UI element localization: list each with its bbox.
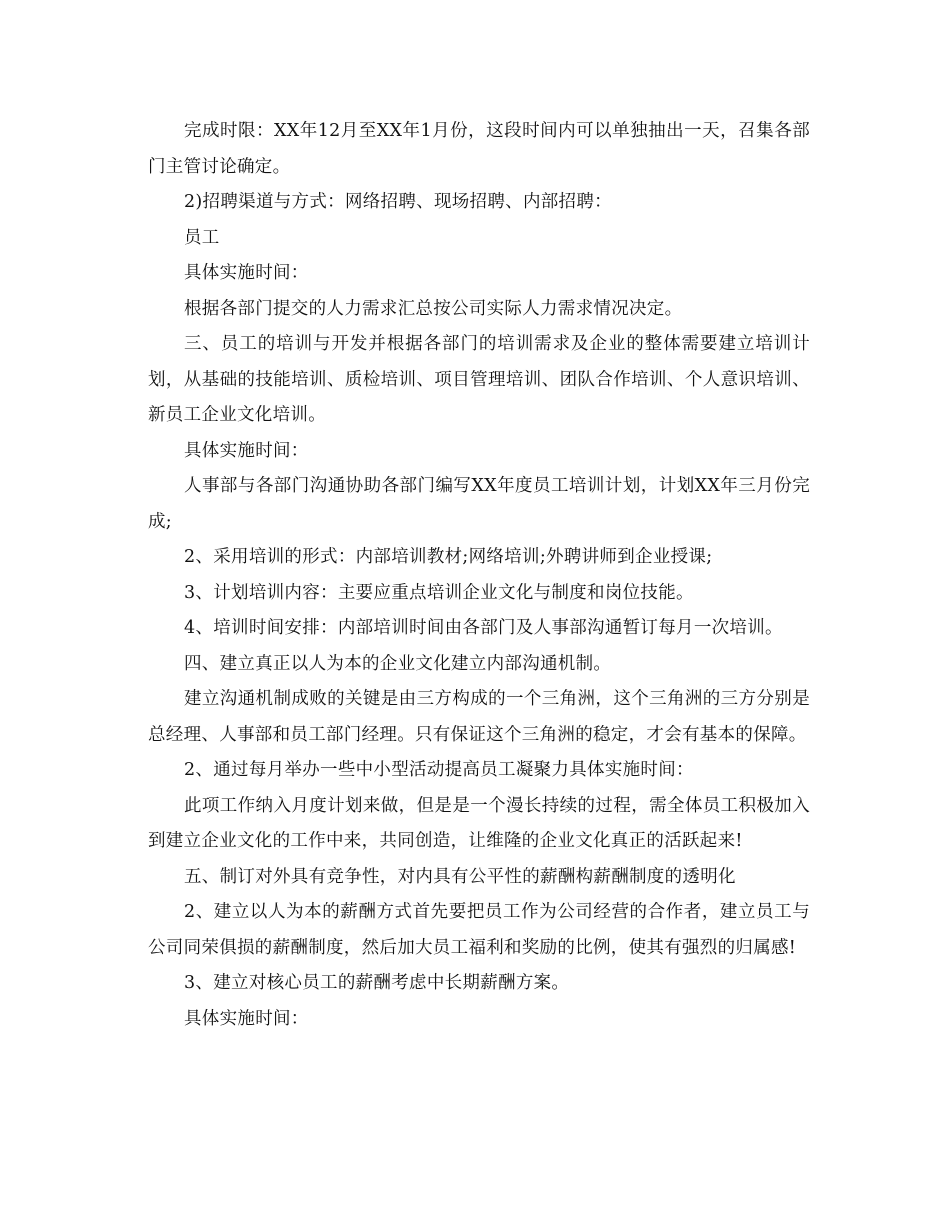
paragraph-training-content: 3、计划培训内容：主要应重点培训企业文化与制度和岗位技能。: [184, 582, 694, 603]
paragraph-training-plan: 人事部与各部门沟通协助各部门编写XX年度员工培训计划，计划XX年三月份完成;: [148, 476, 810, 532]
paragraph-communication-triangle: 建立沟通机制成败的关键是由三方构成的一个三角洲，这个三角洲的三方分别是总经理、人事部和员工部门经理。只有保证这个三角洲的稳定，才会有基本的保障。: [148, 689, 810, 745]
paragraph-corporate-culture: 此项工作纳入月度计划来做，但是是一个漫长持续的过程，需全体员工积极加入到建立企业文化的工作中来，共同创造，让维隆的企业文化真正的活跃起来!: [148, 795, 810, 851]
paragraph-staffing-decision: 根据各部门提交的人力需求汇总按公司实际人力需求情况决定。: [184, 298, 683, 319]
paragraph-training-format: 2、采用培训的形式：内部培训教材;网络培训;外聘讲师到企业授课;: [184, 547, 713, 567]
paragraph-recruitment-channels: 2)招聘渠道与方式：网络招聘、现场招聘、内部招聘：: [184, 192, 612, 212]
paragraph-monthly-activities: 2、通过每月举办一些中小型活动提高员工凝聚力具体实施时间：: [184, 760, 694, 780]
paragraph-section-communication: 四、建立真正以人为本的企业文化建立内部沟通机制。: [184, 653, 612, 674]
paragraph-deadline: 完成时限：XX年12月至XX年1月份，这段时间内可以单独抽出一天，召集各部门主管讨论确定。: [148, 121, 810, 177]
paragraph-people-oriented-pay: 2、建立以人为本的薪酬方式首先要把员工作为公司经营的合作者，建立员工与公司同荣俱损的薪酬制度，然后加大员工福利和奖励的比例，使其有强烈的归属感!: [148, 902, 810, 958]
paragraph-implementation-time: 具体实施时间：: [184, 440, 309, 461]
paragraph-training-schedule: 4、培训时间安排：内部培训时间由各部门及人事部沟通暂订每月一次培训。: [184, 618, 783, 638]
paragraph-implementation-time: 具体实施时间：: [184, 1008, 309, 1029]
paragraph-section-training: 三、员工的培训与开发并根据各部门的培训需求及企业的整体需要建立培训计划，从基础的技能培训、质检培训、项目管理培训、团队合作培训、个人意识培训、新员工企业文化培训。: [148, 334, 810, 425]
paragraph-implementation-time: 具体实施时间：: [184, 263, 309, 283]
document-body: [148, 114, 810, 1037]
paragraph-core-employee-pay: 3、建立对核心员工的薪酬考虑中长期薪酬方案。: [184, 973, 570, 993]
paragraph-employee: 员工: [184, 227, 220, 248]
paragraph-section-compensation: 五、制订对外具有竞争性，对内具有公平性的薪酬构薪酬制度的透明化: [184, 866, 736, 887]
